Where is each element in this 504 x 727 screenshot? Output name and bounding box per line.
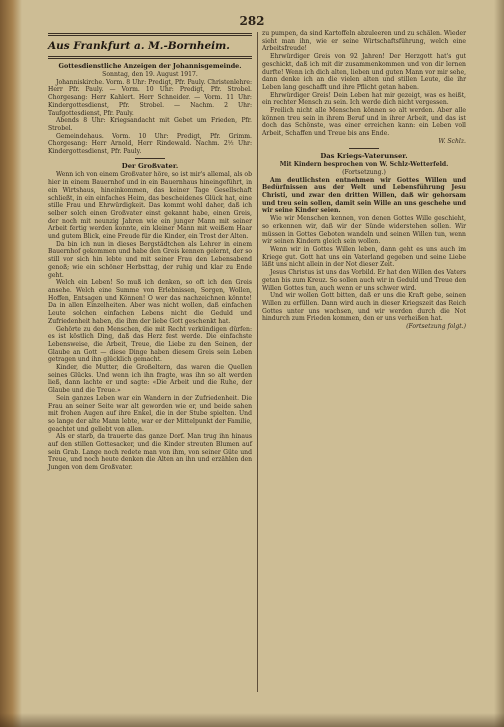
page-edge-shadow <box>494 0 504 727</box>
story-continuation: zu pumpen, da sind Kartoffeln abzuleeren und zu schälen. Wieder sieht man ihn, wie er seine Wirtschaftsführung, welch eine Arbeitsfreude! <box>262 30 466 53</box>
column-divider <box>257 32 258 692</box>
story-paragraph: Da bin ich nun in dieses Bergstädtchen als Lehrer in einem Bauernhof gekommen und habe den Greis kennen gelernt, der so still vor sich hin lebte und mit seiner Frau den Lebensabend genoß; wie ein schöner Herbsttag, der ruhig und klar zu Ende geht. <box>48 240 252 279</box>
services-line: Gemeindehaus. Vorm. 10 Uhr: Predigt, Pfr. Grimm. Chorgesang: Herr Arnold, Herr Rindewald. Nachm. 2½ Uhr: Kindergottesdienst, Pfr. Pauly. <box>48 132 252 156</box>
header-rule-top <box>48 33 252 36</box>
story-paragraph: Kinder, die Mutter, die Großeltern, das waren die Quellen seines Glücks. Und wenn ich ihn fragte, was ihn so alt werden ließ, dann lachte er und sagte: «Die Arbeit und die Ruhe, der Glaube und die Treue.» <box>48 364 252 395</box>
story-paragraph: Gehörte zu den Menschen, die mit Recht verkündigen dürfen: es ist köstlich Ding, daß das Herz fest werde. Die einfachste Lebensweise, die Arbeit, Treue, die Liebe zu den Seinen, der Glaube an Gott — diese Dinge haben diesem Greis sein Leben getragen und ihn glücklich gemacht. <box>48 325 252 364</box>
book-binding <box>0 0 22 727</box>
article-paragraph: Und wir wollen Gott bitten, daß er uns die Kraft gebe, seinen Willen zu erfüllen. Dann wird auch in dieser Kriegszeit das Reich Gottes unter uns wachsen, und wir werden durch die Not hindurch zum Frieden kommen, den er uns verheißen hat. <box>262 292 466 323</box>
section-header: Aus Frankfurt a. M.-Bornheim. <box>48 40 230 52</box>
right-column <box>262 30 466 331</box>
story-paragraph: Wenn ich von einem Großvater höre, so ist mir's allemal, als ob hier in einem Bauernhof und in ein Bauernhaus hineingeführt, in ein Wirtshaus, hineinkommen, das keiner Tage Gesellschaft schließt, in ein einfaches Heim, das bescheidenes Glück hat, eine stille Frau und Ehrwürdigkeit. Das kommt wohl daher, daß ich selber solch einen Großvater einst gekannt habe, einen Greis, der noch mit neunzig Jahren wie ein junger Mann mit seiner Arbeit fertig werden konnte, ein kleiner Mann mit weißem Haar und gutem Blick, eine Freude für die Kinder, ein Trost der Alten. <box>48 171 252 241</box>
services-title: Gottesdienstliche Anzeigen der Johannisgemeinde. <box>58 62 242 70</box>
separator <box>349 148 379 149</box>
article-continuation-note: (Fortsetzung.) <box>342 168 386 176</box>
article-paragraph: Wenn wir in Gottes Willen leben, dann geht es uns auch im Kriege gut. Gott hat uns ein Vaterland gegeben und seine Liebe läßt uns nicht allein in der Not dieser Zeit. <box>262 245 466 269</box>
article-subtitle: Mit Kindern besprochen von W. Schlz-Wetterfeld. <box>279 161 449 169</box>
article-footer: (Fortsetzung folgt.) <box>406 323 466 331</box>
story-continuation: Ehrwürdiger Greis! Dein Leben hat mir gezeigt, was es heißt, ein rechter Mensch zu sein. Ich werde dich nicht vergessen. <box>262 91 466 107</box>
story-author: W. Schlz. <box>438 137 466 145</box>
story-paragraph: Welch ein Leben! So muß ich denken, so oft ich den Greis ansehe. Welch eine Summe von Erlebnissen, Sorgen, Wollen, Hoffen, Entsagen und Können! O wer das nachzeichnen könnte! Da in allen Einzelheiten. Aber was nicht wollen, daß einfachen Leute solchen einfachen Lebens nicht die Geduld und Zufriedenheit haben, die ihm der liebe Gott geschenkt hat. <box>48 279 252 325</box>
story-title: Der Großvater. <box>121 161 179 170</box>
story-continuation: Freilich nicht alle Menschen können so alt werden. Aber alle können treu sein in ihrem Beruf und in ihrer Arbeit, und das ist doch das Schönste, was einer erreichen kann: ein Leben voll Arbeit, Schaffen und Treue bis ans Ende. <box>262 107 466 138</box>
article-lead-paragraph: Am deutlichsten entnehmen wir Gottes Willen und Bedürfnissen aus der Welt und Lebensführung Jesu Christi, und zwar den dritten Willen, daß wir gehorsam und treu sein sollen, damit sein Wille an uns geschehe und wir seine Kinder seien. <box>262 176 466 215</box>
services-date: Sonntag, den 19. August 1917. <box>102 71 198 78</box>
left-column <box>48 30 252 472</box>
article-paragraph: Jesus Christus ist uns das Vorbild. Er hat den Willen des Vaters getan bis zum Kreuz. So sollen auch wir in Geduld und Treue den Willen Gottes tun, auch wenn er uns schwer wird. <box>262 269 466 292</box>
story-continuation: Ehrwürdiger Greis von 92 Jahren! Der Herzgott hat's gut geschickt, daß ich mit dir zusammenkommen und von dir lernen durfte! Wenn ich dich alten, lieben und guten Mann vor mir sehe, dann denke ich an die vielen alten und stillen Leute, die ihr Leben lang geschafft und ihre Pflicht getan haben. <box>262 53 466 91</box>
page-number: 282 <box>239 14 265 28</box>
article-paragraph: Wie wir Menschen kennen, von denen Gottes Wille geschieht, so erkennen wir, daß wir der Sünde widerstehen sollen. Wir müssen in Gottes Geboten wandeln und seinen Willen tun, wenn wir seinen Kindern gleich sein wollen. <box>262 215 466 246</box>
services-line: Abends 8 Uhr: Kriegsandacht mit Gebet um Frieden, Pfr. Strobel. <box>48 117 252 132</box>
article-title: Das Kriegs-Vaterunser. <box>320 151 408 160</box>
story-paragraph: Als er starb, da trauerte das ganze Dorf. Man trug ihn hinaus auf den stillen Gottesacker, und die Kinder streuten Blumen auf sein Grab. Lange noch redete man von ihm, von seiner Güte und Treue, und noch heute denken die Alten an ihn und erzählen den Jungen von dem Großvater. <box>48 433 252 472</box>
separator <box>135 158 165 159</box>
page-bottom-shadow <box>0 713 504 727</box>
story-paragraph: Sein ganzes Leben war ein Wandern in der Zufriedenheit. Die Frau an seiner Seite war alt geworden wie er, und beide sahen mit frohen Augen auf ihre Enkel, die in der Stube spielten. Und so lange der alte Mann lebte, war er der Mittelpunkt der Familie, geachtet und geliebt von allen. <box>48 394 252 433</box>
header-rule-bottom <box>48 56 252 59</box>
services-line: Johanniskirche. Vorm. 8 Uhr: Predigt, Pfr. Pauly. Christenlehre: Herr Pfr. Pauly. — Vorm. 10 Uhr: Predigt, Pfr. Strobel. Chorgesang: Herr Kahlert. Herr Schneider. — Vorm. 11 Uhr: Kindergottesdienst, Pfr. Strobel. — Nachm. 2 Uhr: Taufgottesdienst, Pfr. Pauly. <box>48 78 252 117</box>
